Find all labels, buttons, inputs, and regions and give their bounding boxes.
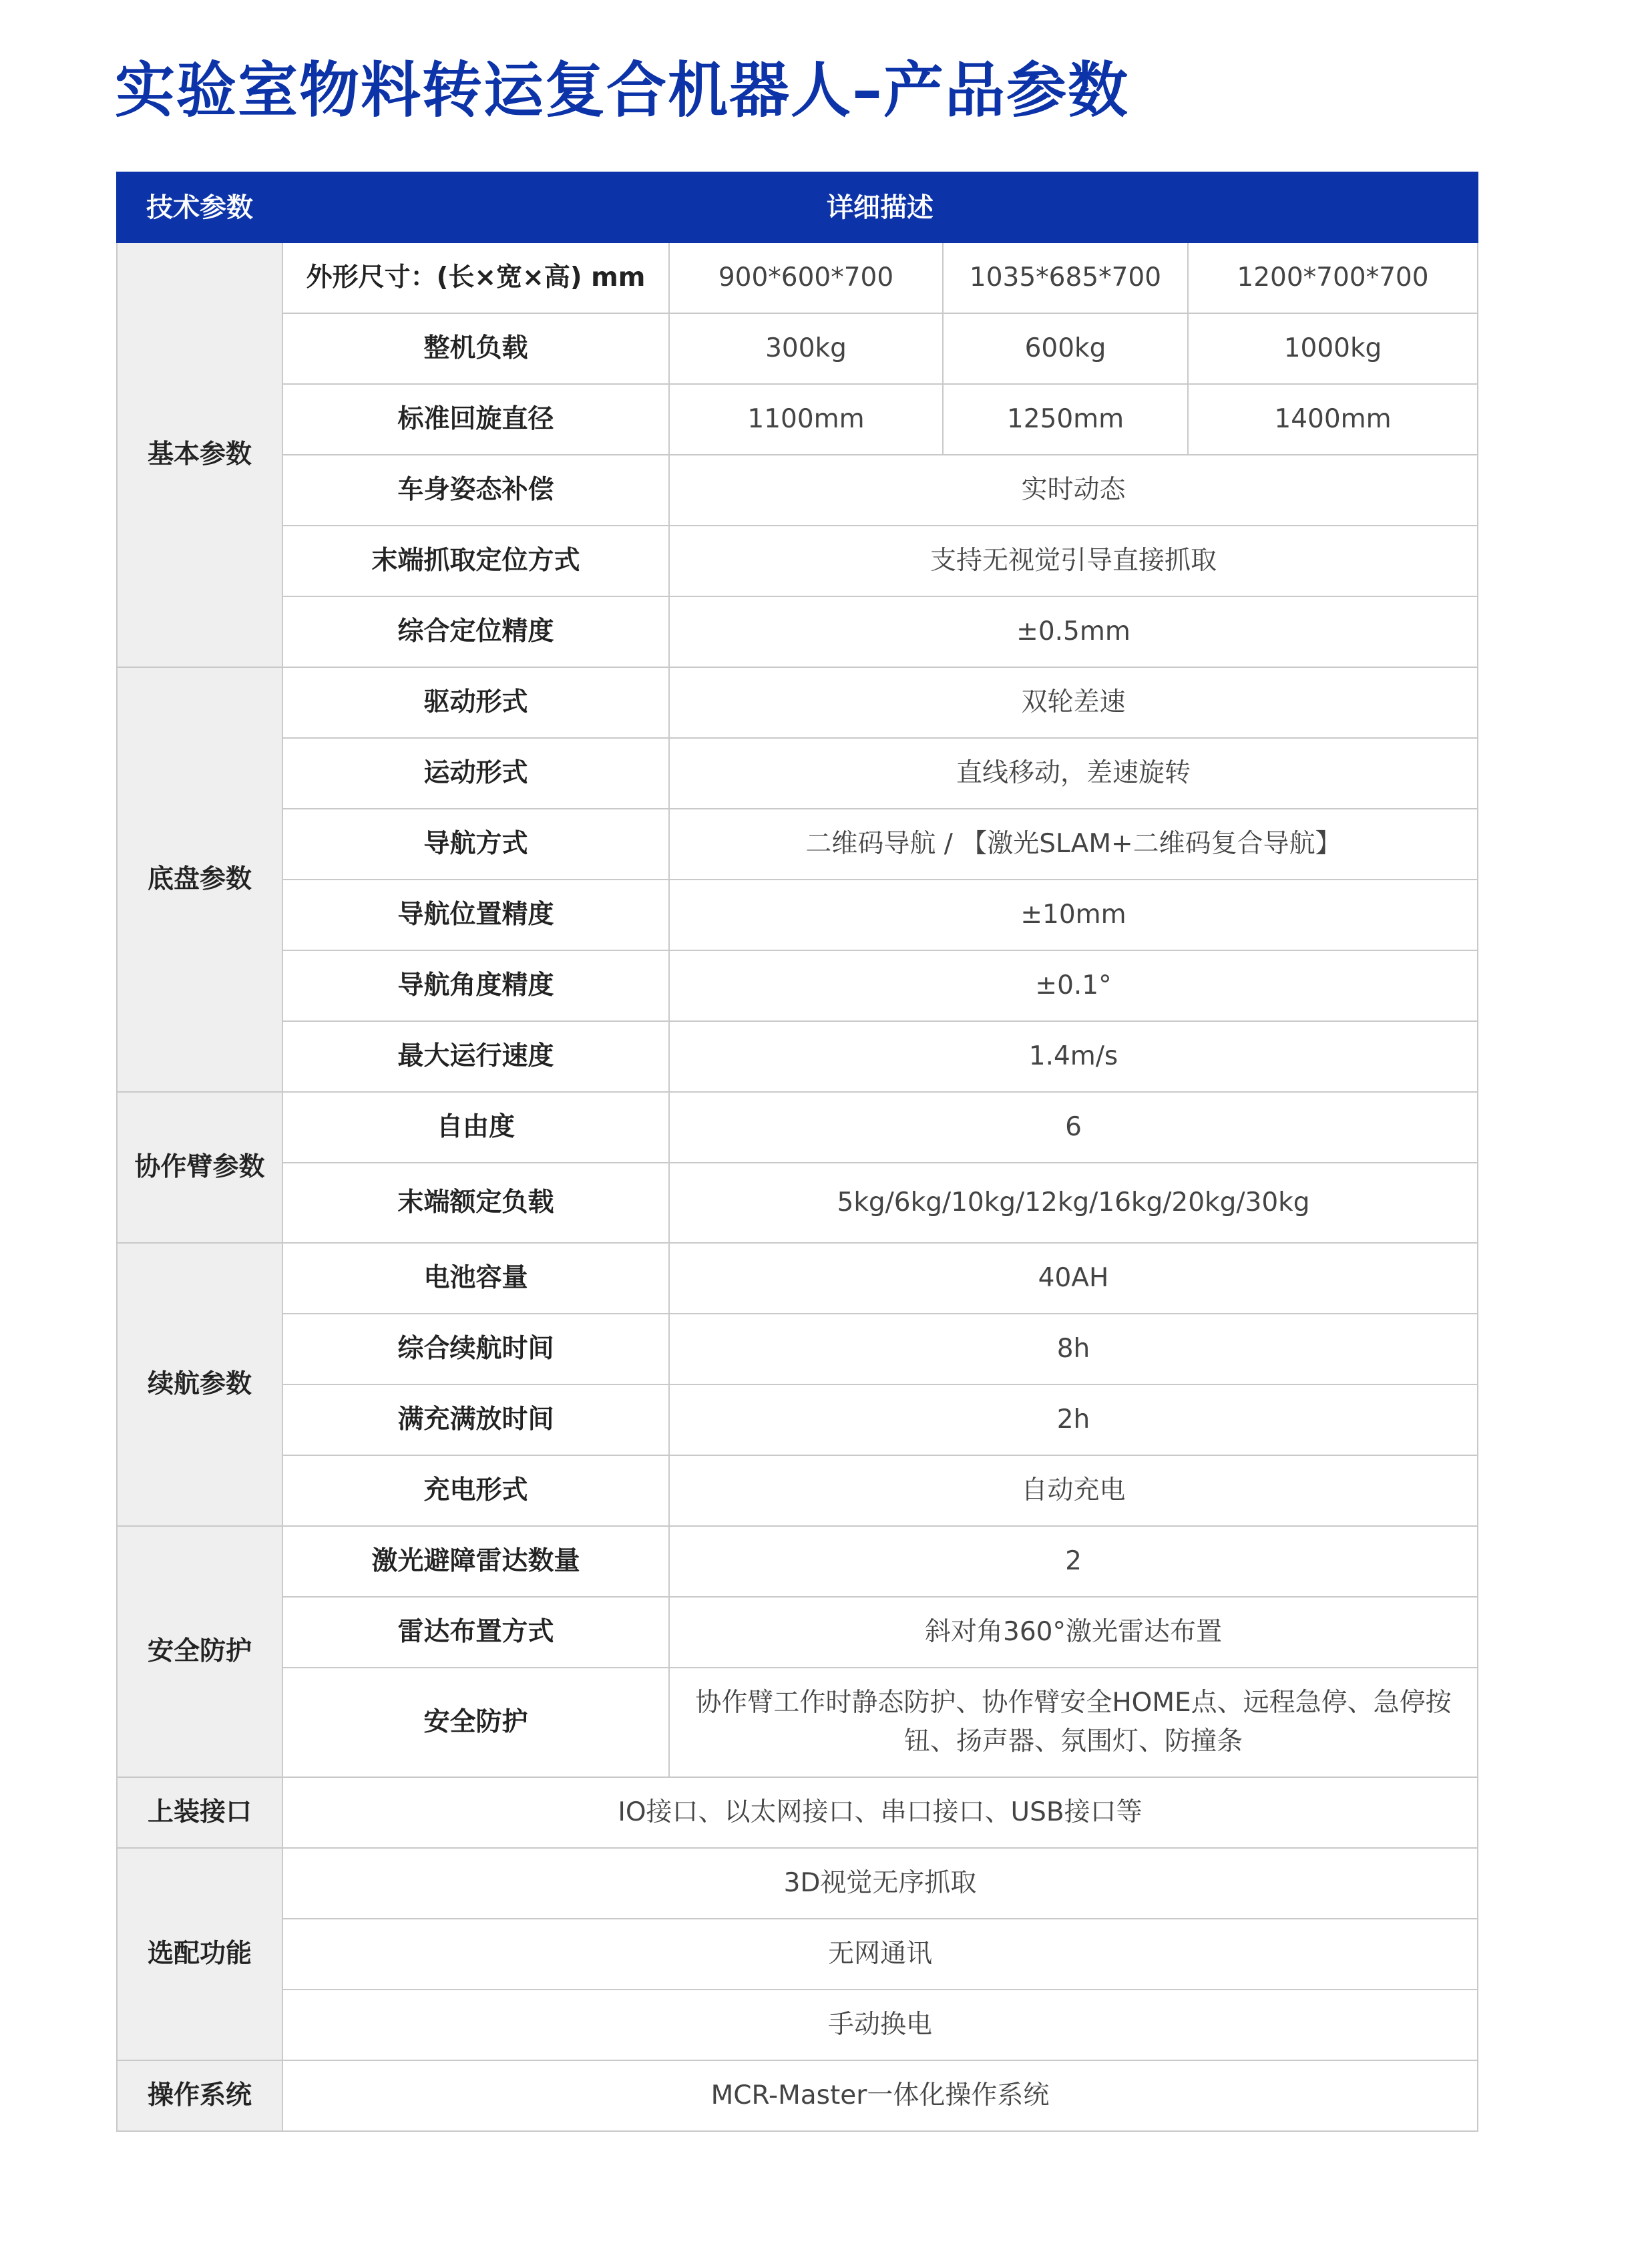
radius-value-1: 1100mm bbox=[669, 384, 943, 455]
table-row bbox=[117, 1526, 1478, 1597]
page-title: 实验室物料转运复合机器人–产品参数 bbox=[115, 55, 1129, 126]
param-precision: 综合定位精度 bbox=[282, 596, 669, 667]
motion-value: 直线移动，差速旋转 bbox=[669, 738, 1478, 809]
endurance-value: 8h bbox=[669, 1314, 1478, 1384]
category-options: 选配功能 bbox=[117, 1848, 282, 2060]
table-row bbox=[117, 242, 1478, 313]
param-radar-count: 激光避障雷达数量 bbox=[282, 1526, 669, 1597]
table-row bbox=[117, 1163, 1478, 1243]
category-os: 操作系统 bbox=[117, 2060, 282, 2131]
header-description: 详细描述 bbox=[282, 172, 1478, 242]
table-row bbox=[117, 1455, 1478, 1526]
load-value-2: 600kg bbox=[943, 313, 1188, 384]
header-row bbox=[117, 172, 1478, 242]
table-row bbox=[117, 596, 1478, 667]
param-dof: 自由度 bbox=[282, 1092, 669, 1163]
header-tech-params: 技术参数 bbox=[117, 172, 282, 242]
param-drive: 驱动形式 bbox=[282, 667, 669, 738]
table-row bbox=[117, 1092, 1478, 1163]
param-payload: 末端额定负载 bbox=[282, 1163, 669, 1243]
table-row bbox=[117, 313, 1478, 384]
table-row bbox=[117, 1919, 1478, 1990]
category-basic: 基本参数 bbox=[117, 242, 282, 667]
param-capacity: 电池容量 bbox=[282, 1243, 669, 1314]
param-motion: 运动形式 bbox=[282, 738, 669, 809]
charge-mode-value: 自动充电 bbox=[669, 1455, 1478, 1526]
table-row bbox=[117, 667, 1478, 738]
param-charge-time: 满充满放时间 bbox=[282, 1384, 669, 1455]
radar-count-value: 2 bbox=[669, 1526, 1478, 1597]
os-value: MCR-Master一体化操作系统 bbox=[282, 2060, 1478, 2131]
table-row bbox=[117, 950, 1478, 1021]
table-row bbox=[117, 455, 1478, 526]
option-item: 3D视觉无序抓取 bbox=[282, 1848, 1478, 1919]
category-interface: 上装接口 bbox=[117, 1777, 282, 1848]
category-safety: 安全防护 bbox=[117, 1526, 282, 1777]
option-item: 手动换电 bbox=[282, 1990, 1478, 2060]
table-row bbox=[117, 738, 1478, 809]
radius-value-2: 1250mm bbox=[943, 384, 1188, 455]
table-row bbox=[117, 384, 1478, 455]
radar-layout-value: 斜对角360°激光雷达布置 bbox=[669, 1597, 1478, 1668]
param-posture: 车身姿态补偿 bbox=[282, 455, 669, 526]
load-value-1: 300kg bbox=[669, 313, 943, 384]
param-speed: 最大运行速度 bbox=[282, 1021, 669, 1092]
param-nav: 导航方式 bbox=[282, 809, 669, 880]
drive-value: 双轮差速 bbox=[669, 667, 1478, 738]
category-battery: 续航参数 bbox=[117, 1243, 282, 1526]
category-arm: 协作臂参数 bbox=[117, 1092, 282, 1243]
table-row bbox=[117, 1848, 1478, 1919]
size-value-2: 1035*685*700 bbox=[943, 242, 1188, 313]
table-row bbox=[117, 1777, 1478, 1848]
capacity-value: 40AH bbox=[669, 1243, 1478, 1314]
size-value-1: 900*600*700 bbox=[669, 242, 943, 313]
charge-time-value: 2h bbox=[669, 1384, 1478, 1455]
nav-position-value: ±10mm bbox=[669, 880, 1478, 950]
payload-value: 5kg/6kg/10kg/12kg/16kg/20kg/30kg bbox=[669, 1163, 1478, 1243]
category-chassis: 底盘参数 bbox=[117, 667, 282, 1092]
param-load: 整机负载 bbox=[282, 313, 669, 384]
speed-value: 1.4m/s bbox=[669, 1021, 1478, 1092]
table-row bbox=[117, 1384, 1478, 1455]
param-grab: 末端抓取定位方式 bbox=[282, 526, 669, 596]
table-row bbox=[117, 1990, 1478, 2060]
param-nav-angle: 导航角度精度 bbox=[282, 950, 669, 1021]
nav-angle-value: ±0.1° bbox=[669, 950, 1478, 1021]
table-row bbox=[117, 1314, 1478, 1384]
param-nav-position: 导航位置精度 bbox=[282, 880, 669, 950]
param-protection: 安全防护 bbox=[282, 1668, 669, 1777]
param-charge-mode: 充电形式 bbox=[282, 1455, 669, 1526]
option-item: 无网通讯 bbox=[282, 1919, 1478, 1990]
precision-value: ±0.5mm bbox=[669, 596, 1478, 667]
posture-value: 实时动态 bbox=[669, 455, 1478, 526]
dof-value: 6 bbox=[669, 1092, 1478, 1163]
protection-value: 协作臂工作时静态防护、协作臂安全HOME点、远程急停、急停按钮、扬声器、氛围灯、防撞条 bbox=[669, 1668, 1478, 1777]
interface-value: IO接口、以太网接口、串口接口、USB接口等 bbox=[282, 1777, 1478, 1848]
param-radius: 标准回旋直径 bbox=[282, 384, 669, 455]
radius-value-3: 1400mm bbox=[1188, 384, 1478, 455]
nav-value: 二维码导航 / 【激光SLAM+二维码复合导航】 bbox=[669, 809, 1478, 880]
table-row bbox=[117, 1243, 1478, 1314]
spec-table bbox=[116, 172, 1478, 2132]
grab-value: 支持无视觉引导直接抓取 bbox=[669, 526, 1478, 596]
table-row bbox=[117, 880, 1478, 950]
param-endurance: 综合续航时间 bbox=[282, 1314, 669, 1384]
param-size: 外形尺寸：(长×宽×高) mm bbox=[282, 242, 669, 313]
size-value-3: 1200*700*700 bbox=[1188, 242, 1478, 313]
table-row bbox=[117, 1668, 1478, 1777]
table-row bbox=[117, 2060, 1478, 2131]
load-value-3: 1000kg bbox=[1188, 313, 1478, 384]
param-radar-layout: 雷达布置方式 bbox=[282, 1597, 669, 1668]
table-row bbox=[117, 809, 1478, 880]
table-row bbox=[117, 526, 1478, 596]
table-row bbox=[117, 1597, 1478, 1668]
table-row bbox=[117, 1021, 1478, 1092]
